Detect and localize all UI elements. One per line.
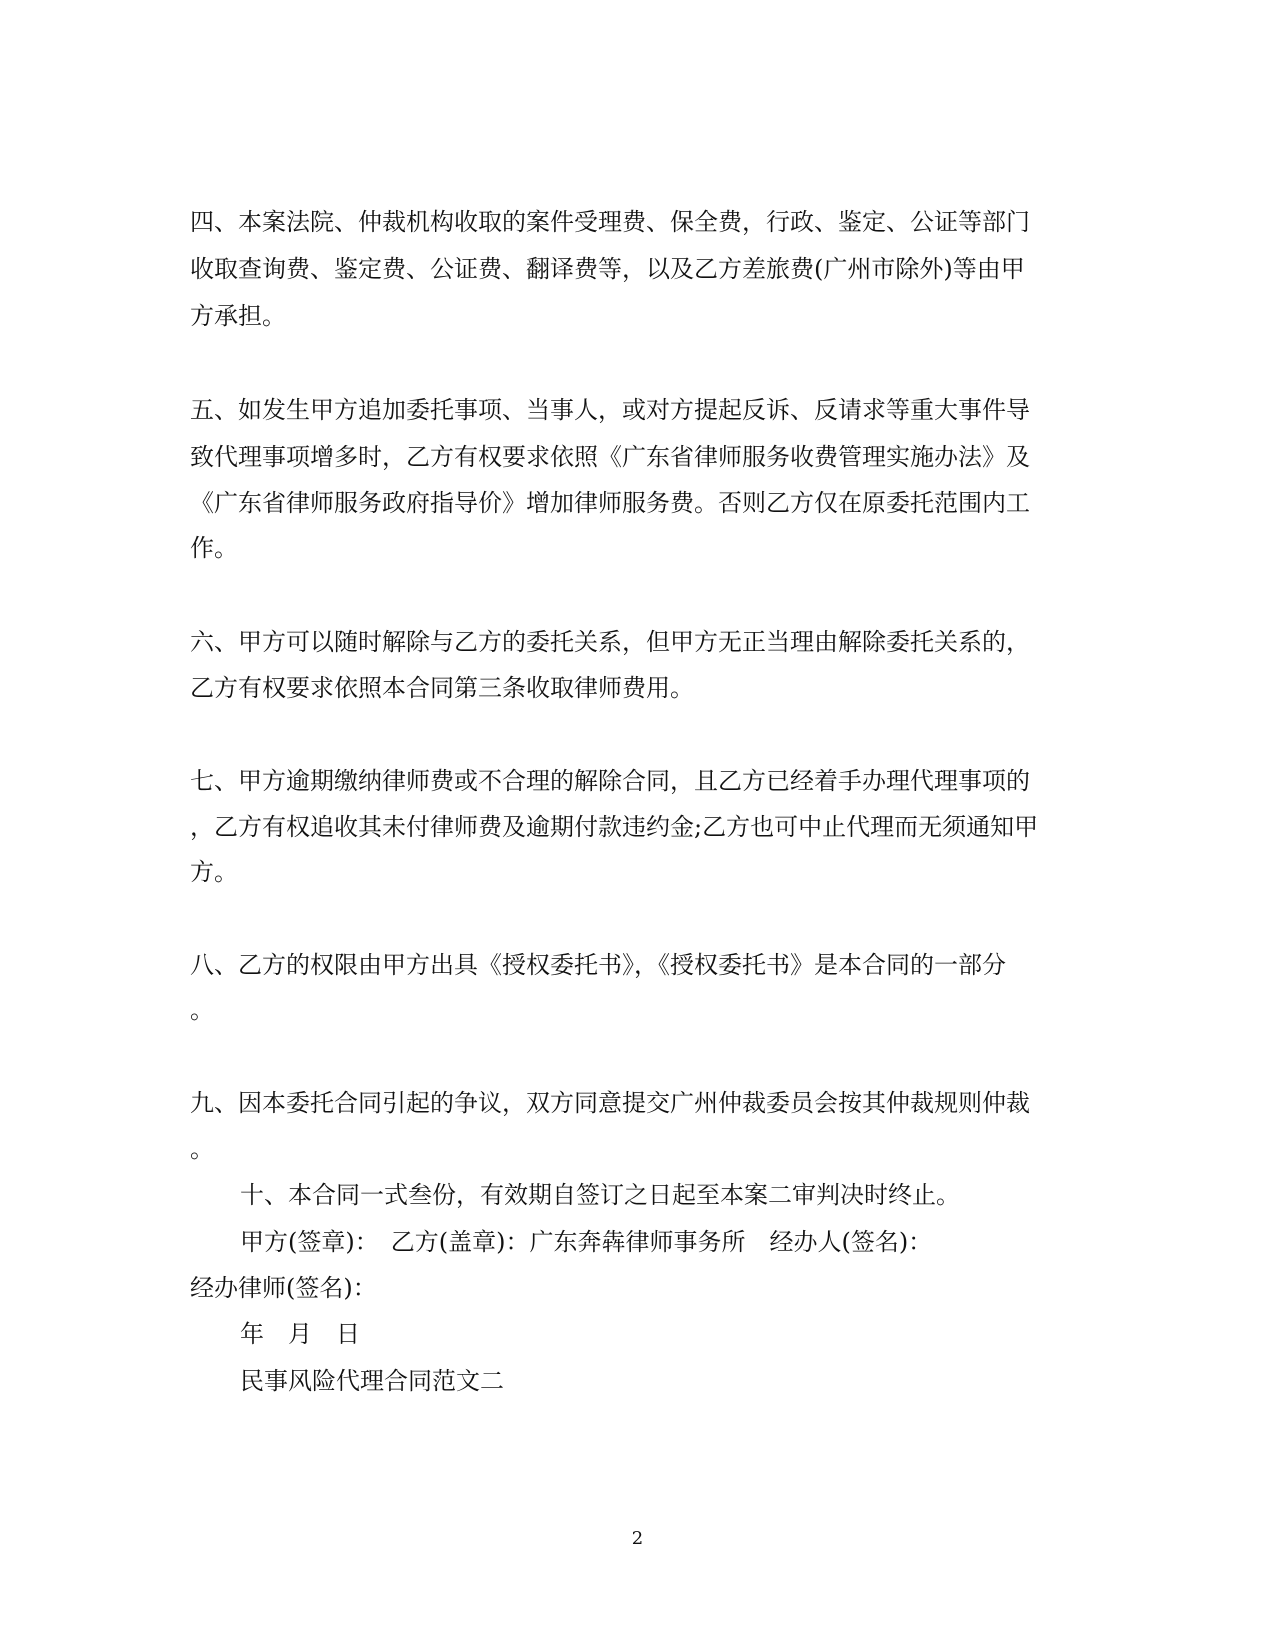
clause-5-line-4: 作。: [190, 534, 238, 562]
clause-5-line-3: 《广东省律师服务政府指导价》增加律师服务费。否则乙方仅在原委托范围内工: [190, 489, 1030, 517]
next-document-title: 民事风险代理合同范文二: [240, 1367, 504, 1395]
clause-9-line-2: 。: [190, 1135, 214, 1163]
lawyer-signature-line: 经办律师(签名)：: [190, 1274, 377, 1302]
clause-6-line-2: 乙方有权要求依照本合同第三条收取律师费用。: [190, 674, 694, 702]
clause-8-line-1: 八、乙方的权限由甲方出具《授权委托书》，《授权委托书》是本合同的一部分: [190, 951, 1006, 979]
clause-5-line-2: 致代理事项增多时，乙方有权要求依照《广东省律师服务收费管理实施办法》及: [190, 443, 1030, 471]
date-line: 年 月 日: [240, 1320, 360, 1348]
clause-9-line-1: 九、因本委托合同引起的争议，双方同意提交广州仲裁委员会按其仲裁规则仲裁: [190, 1089, 1030, 1117]
clause-10-term: 十、本合同一式叁份，有效期自签订之日起至本案二审判决时终止。: [240, 1181, 960, 1209]
clause-8-line-2: 。: [190, 996, 214, 1024]
clause-4-line-2: 收取查询费、鉴定费、公证费、翻译费等，以及乙方差旅费(广州市除外)等由甲: [190, 255, 1025, 283]
clause-7-line-2: ，乙方有权追收其未付律师费及逾期付款违约金;乙方也可中止代理而无须通知甲: [190, 813, 1039, 841]
clause-7-line-1: 七、甲方逾期缴纳律师费或不合理的解除合同，且乙方已经着手办理代理事项的: [190, 767, 1030, 795]
clause-4-line-3: 方承担。: [190, 302, 286, 330]
clause-7-line-3: 方。: [190, 858, 238, 886]
clause-6-line-1: 六、甲方可以随时解除与乙方的委托关系，但甲方无正当理由解除委托关系的，: [190, 628, 1030, 656]
clause-5-line-1: 五、如发生甲方追加委托事项、当事人，或对方提起反诉、反请求等重大事件导: [190, 396, 1030, 424]
signature-line: 甲方(签章)： 乙方(盖章)：广东奔犇律师事务所 经办人(签名)：: [240, 1228, 933, 1256]
page-number: 2: [631, 1528, 644, 1549]
clause-4-line-1: 四、本案法院、仲裁机构收取的案件受理费、保全费，行政、鉴定、公证等部门: [190, 208, 1030, 236]
